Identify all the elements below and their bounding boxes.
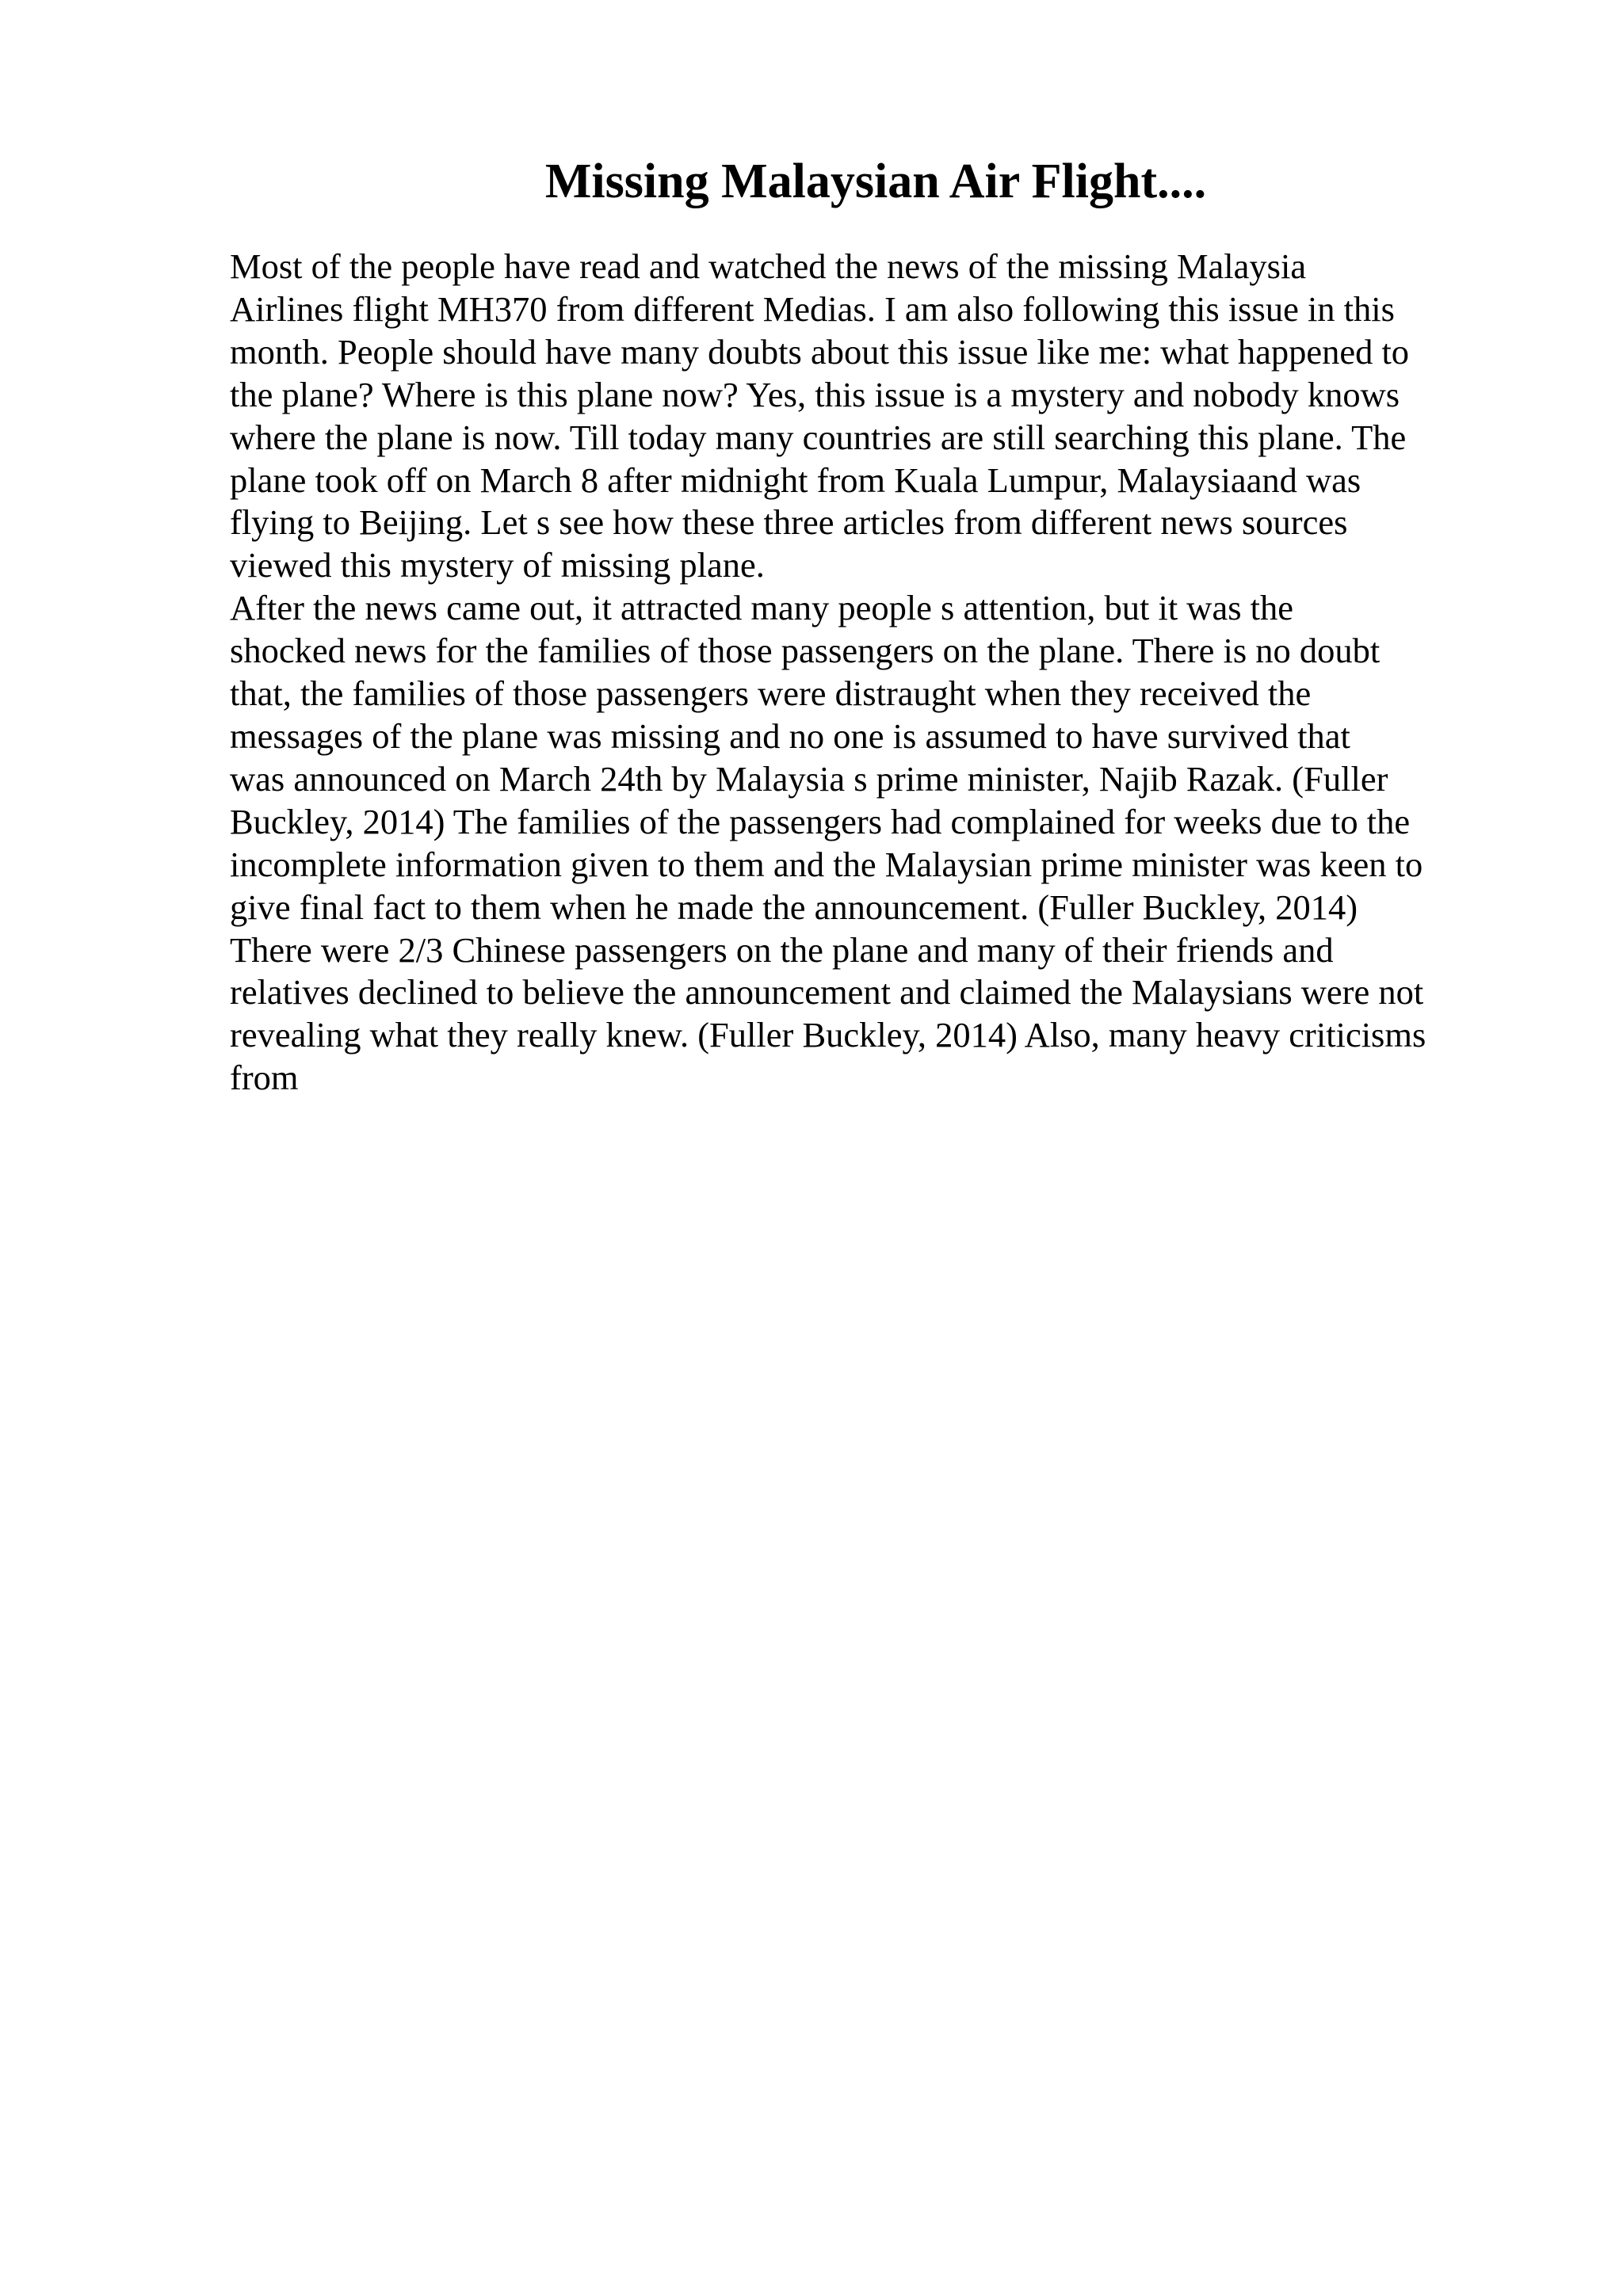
text-line: Buckley, 2014) The families of the passengers had complained for weeks due to the xyxy=(230,801,1411,841)
text-line: incomplete information given to them and the Malaysian prime minister was keen to xyxy=(230,844,1423,884)
text-line: There were 2/3 Chinese passengers on the plane and many of their friends and xyxy=(230,929,1334,970)
text-line: the plane? Where is this plane now? Yes, this issue is a mystery and nobody knows xyxy=(230,374,1400,414)
text-line: Most of the people have read and watched the news of the missing Malaysia xyxy=(230,246,1307,286)
text-line: messages of the plane was missing and no one is assumed to have survived that xyxy=(230,715,1350,756)
text-line: revealing what they really knew. (Fuller Buckley, 2014) Also, many heavy criticisms xyxy=(230,1015,1426,1055)
body-text xyxy=(230,246,1514,1100)
text-line: give final fact to them when he made the announcement. (Fuller Buckley, 2014) xyxy=(230,887,1358,927)
text-line: where the plane is now. Till today many countries are still searching this plane. The xyxy=(230,417,1407,457)
text-line: Airlines flight MH370 from different Medias. I am also following this issue in this xyxy=(230,288,1395,329)
text-line: shocked news for the families of those passengers on the plane. There is no doubt xyxy=(230,631,1381,671)
text-line: month. People should have many doubts about this issue like me: what happened to xyxy=(230,331,1410,372)
text-line: was announced on March 24th by Malaysia s prime minister, Najib Razak. (Fuller xyxy=(230,758,1388,799)
text-line: viewed this mystery of missing plane. xyxy=(230,545,765,585)
text-line: After the news came out, it attracted many people s attention, but it was the xyxy=(230,588,1293,628)
text-line: relatives declined to believe the announcement and claimed the Malaysians were not xyxy=(230,972,1424,1013)
document-title: Missing Malaysian Air Flight.... xyxy=(544,154,1207,208)
text-line: flying to Beijing. Let s see how these three articles from different news sources xyxy=(230,502,1348,543)
text-line: from xyxy=(230,1058,299,1098)
text-line: plane took off on March 8 after midnight from Kuala Lumpur, Malaysiaand was xyxy=(230,460,1361,500)
text-line: that, the families of those passengers were distraught when they received the xyxy=(230,673,1312,714)
